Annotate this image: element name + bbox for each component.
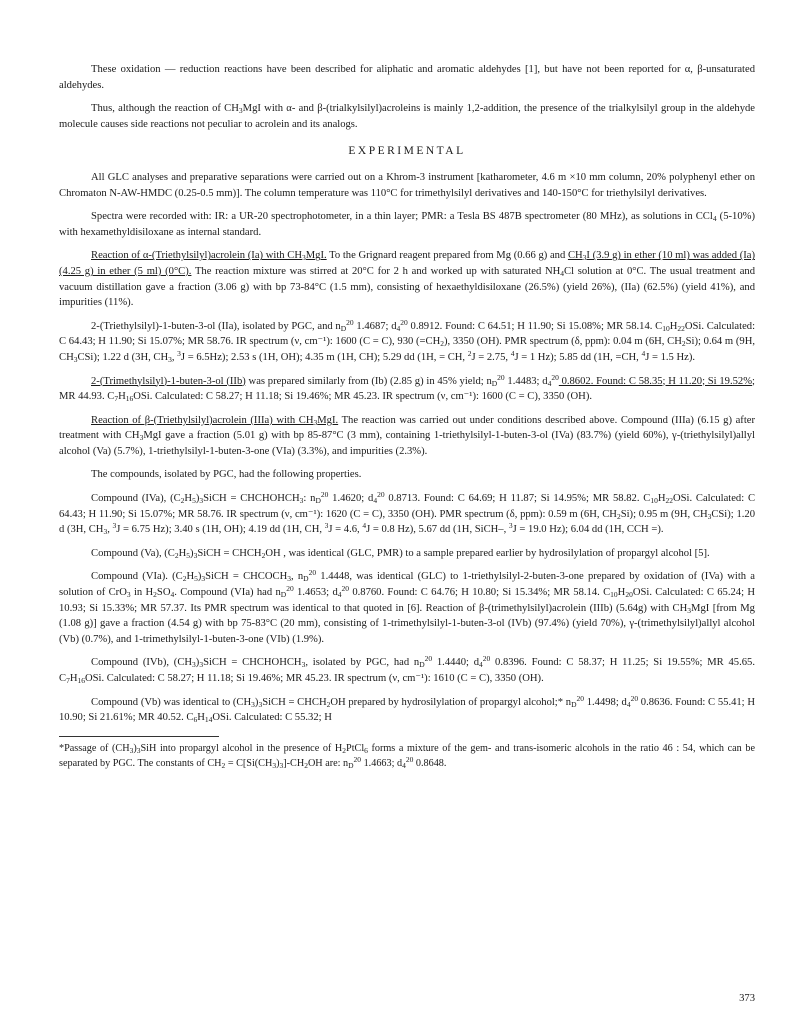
paragraph-reaction-ia: Reaction of α-(Triethylsilyl)acrolein (Ia) with $CH_3MgI$. To the Grignard reagent prepared from Mg (0.66 g) and $CH_3I$ (3.9 g) in ether (10 ml) was added (Ia) (4.25 g) in ether (5 ml) (0°C). The reaction mixture was stirred at 20°C for 2 h and worked up with saturated $NH_4Cl$ solution at 0°C. The usual treatment and vacuum distillation gave a fraction (3.06 g) with bp 73-84°C (1.5 mm), consisting of hexaethyldisiloxane (26.5%) (yield 26%), (IIa) (62.5%) (yield 41%), and impurities (11%). xyxy=(59,250,755,309)
paragraph-spectra: Spectra were recorded with: IR: a UR-20 spectrophotometer, in a thin layer; PMR: a Tesla BS 487B spectrometer (80 MHz), as solutions in CCl$_4$ (5-10%) with hexamethyldisiloxane as internal standard. xyxy=(59,211,755,238)
paragraph-glc: All GLC analyses and preparative separations were carried out on a Khrom-3 instrument [katharometer, 4.6 m ×10 mm column, 20% polyphenyl ether on Chromaton N-AW-HMDC (0.25-0.5 mm)]. The column temperature was 110°C for trimethylsilyl derivatives and 140-150°C for triethylsilyl derivatives. xyxy=(59,171,755,199)
paragraph-compound-via: Compound (VIa). $(C_2H_5)_3SiCH$ = $CHCOCH_3$, $n_D^{20}$ 1.4448, was identical (GLC) to 1-triethylsilyl-2-buten-3-one prepared by oxidation of (IVa) with a solution of CrO$_3$ in $H_2SO_4$. Compound (VIa) had $n_D^{20}$ 1.4653; $d_4^{20}$ 0.8760. Found: C 64.76; H 10.80; Si 15.34%; MR 58.14. $C_{10}H_{20}OSi$. Calculated: C 65.24; H 10.93; Si 15.33%; MR 57.37. Its PMR spectrum was identical to that quoted in [6]. Reaction of β-(trimethylsilyl)acrolein (IIIb) (5.64g) with $CH_3MgI$ [from Mg (1.08 g)] gave a fraction (4.54 g) with bp 75-83°C (20 mm), consisting of 1-trimethylsilyl-1-buten-3-ol (IVb) (97.4%) (yield 70%), γ-(trimethylsilyl)allyl alcohol (Vb) (0.7%), and 1-trimethylsilyl-1-buten-3-one (VIb) (1.9%). xyxy=(59,568,756,645)
paragraph-summary: Thus, although the reaction of $CH_3MgI$ with α- and β-(trialkylsilyl)acroleins is mainly 1,2-addition, the presence of the trialkylsilyl group in the aldehyde molecule causes side reactions not peculiar to acrolein and its analogs. xyxy=(59,103,755,130)
footnote-divider xyxy=(59,736,219,737)
footnote: *Passage of $(CH_3)_3SiH$ into propargyl alcohol in the presence of $H_2PtCl_6$ forms a mixture of the gem- and trans-isomeric alcohols in the ratio 46 : 54, which can be separated by PGC. The constants of $CH_2 = C[Si(CH_3)_3]-CH_2OH$ are: $n_D^{20}$ 1.4663; $d_4^{20}$ 0.8648. xyxy=(59,742,755,770)
paragraph-properties-intro: The compounds, isolated by PGC, had the following properties. xyxy=(91,469,362,481)
subsection-title-reaction-iiia: Reaction of β-(Triethylsilyl)acrolein (IIIa) with $CH_3MgI$. xyxy=(91,414,339,427)
paragraph-compound-va: Compound (Va), $(C_2H_5)_3SiCH$ = $CHCH_2OH$ , was identical (GLC, PMR) to a sample prepared earlier by hydrosilylation of propargyl alcohol [5]. xyxy=(91,547,710,560)
paragraph-reaction-iiia: Reaction of β-(Triethylsilyl)acrolein (IIIa) with $CH_3MgI$. The reaction was carried out under conditions described above. Compound (IIIa) (6.15 g) after treatment with $CH_3MgI$ gave a fraction (5.01 g) with bp 85-87°C (3 mm), containing 1-triethylsilyl-1-buten-3-ol (IVa) (83.7%) (yield 60%), γ-(triethylsilyl)allyl alcohol (Va) (5.7%), 1-triethylsilyl-1-buten-3-one (VIa) (3.3%), and impurities (2.3%). xyxy=(59,414,755,457)
page-number: 373 xyxy=(739,993,755,1005)
paragraph-oxidation-reduction: These oxidation — reduction reactions have been described for aliphatic and aromatic aldehydes [1], but have not been reported for α, β-unsaturated aldehydes. xyxy=(59,64,755,91)
section-heading-experimental: EXPERIMENTAL xyxy=(348,145,466,158)
subsection-title-reaction-ia: Reaction of α-(Triethylsilyl)acrolein (Ia) with $CH_3MgI$. xyxy=(91,250,327,263)
paragraph-compound-ivb: Compound (IVb), $(CH_3)_3SiCH$ = $CHCHOHCH_3$, isolated by PGC, had $n_D^{20}$ 1.4440; $d_4^{20}$ 0.8396. Found: C 58.37; H 11.25; Si 19.55%; MR 45.65. $C_7H_{16}OSi$. Calculated: C 58.27; H 11.18; Si 19.46%; MR 45.23. IR spectrum (ν, cm⁻¹): 1610 (C = C), 3350 (OH). xyxy=(59,654,755,685)
paragraph-compound-vb: Compound (Vb) was identical to $(CH_3)_3SiCH$ = $CHCH_2OH$ prepared by hydrosilylation of propargyl alcohol;* $n_D^{20}$ 1.4498; $d_4^{20}$ 0.8636. Found: C 55.41; H 10.90; Si 21.61%; MR 40.52. $C_6H_{14}OSi$. Calculated: C 55.32; H xyxy=(59,693,756,725)
subsection-title-compound-iib: 2-(Trimethylsilyl)-1-buten-3-ol (IIb) xyxy=(91,375,246,387)
paragraph-compound-iib: 2-(Trimethylsilyl)-1-buten-3-ol (IIb) was prepared similarly from (Ib) (2.85 g) in 45% yield; $n_D^{20}$ 1.4483; $d_4^{20}$ 0.8602. Found: C 58.35; H 11.20; Si 19.52%; MR 44.93. $C_7H_{16}OSi$. Calculated: C 58.27; H 11.18; Si 19.46%; MR 45.23. IR spectrum (ν, cm⁻¹): 1600 (C = C), 3350 (OH). xyxy=(59,372,755,404)
paragraph-compound-iia: 2-(Triethylsilyl)-1-buten-3-ol (IIa), isolated by PGC, and $n_D^{20}$ 1.4687; $d_4^{20}$ 0.8912. Found: C 64.51; H 11.90; Si 15.08%; MR 58.14. $C_{10}H_{22}OSi$. Calculated: C 64.43; H 11.90; Si 15.07%; MR 58.76. IR spectrum (ν, cm⁻¹): 1600 (C = C), 930 $(=CH_2)$, 3350 (OH). PMR spectrum (δ, ppm): 0.04 m (6H, $CH_2Si$); 0.64 m (9H, $CH_3CSi$); 1.22 d (3H, $CH_3$, $^3$J = 6.5Hz); 2.53 s (1H, OH); 4.35 m (1H, CH); 5.29 dd (1H, = CH, $^2$J = 2.75, $^4$J = 1 Hz); 5.85 dd (1H, =CH, $^4$J = 1.5 Hz). xyxy=(59,317,756,364)
paragraph-compound-iva: Compound (IVa), $(C_2H_5)_3SiCH$ = $CHCHOHCH_3$: $n_D^{20}$ 1.4620; $d_4^{20}$ 0.8713. Found: C 64.69; H 11.87; Si 14.95%; MR 58.82. $C_{10}H_{22}OSi$. Calculated: C 64.43; H 11.90; Si 15.07%; MR 58.76. IR spectrum (ν, cm⁻¹): 1620 (C = C), 3350 (OH). PMR spectrum (δ, ppm): 0.59 m (6H, $CH_2Si$); 0.95 m (9H, $CH_3CSi$); 1.20 d (3H, $CH_3$, $^3$J = 6.75 Hz); 3.40 s (1H, OH); 4.19 dd (1H, CH, $^3$J = 4.6, $^4$J = 0.8 Hz), 5.67 dd (1H, SiCH–, $^3$J = 19.0 Hz); 6.04 dd (1H, CCH =). xyxy=(59,490,756,537)
